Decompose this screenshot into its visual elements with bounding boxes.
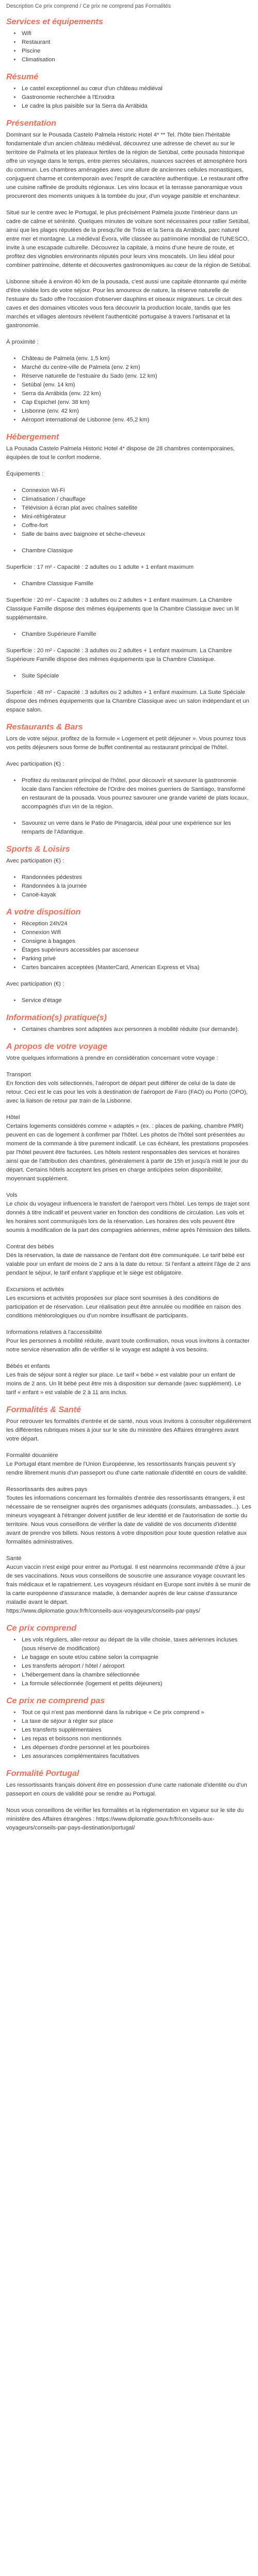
subheading-excursions: Excursions et activités [6,1286,64,1293]
subheading-enfants: Bébés et enfants [6,1363,50,1369]
resume-list [6,84,252,111]
room-title: • Suite Spéciale [21,672,252,681]
subheading-transport: Transport [6,1072,31,1078]
list-item: • Étages supérieurs accessibles par ascenseur [21,946,252,955]
subheading-sante: Santé [6,1555,22,1562]
list-item: • Certaines chambres sont adaptées aux personnes à mobilité réduite (sur demande). [21,1025,252,1034]
voyage-paragraph: Les frais de séjour sont à régler sur place. Le tarif « bébé » est valable pour un enfant de moins de 2 ans. Un lit bébé peut être mis à disposition sur demande (avec supplément). Le tarif « enfant » est valable de 2 à 11 ans inclus. [6,1372,241,1396]
list-item: • Lisbonne (env. 42 km) [21,407,252,416]
diplomatie-link[interactable]: https://www.diplomatie.gouv.fr/fr/conseils-aux-voyageurs/conseils-par-pays/ [6,1608,200,1614]
list-item: • Connexion Wifi [21,928,252,937]
list-item: • Château de Palmela (env. 1,5 km) [21,354,252,363]
room-description: Superficie : 20 m² - Capacité : 3 adultes ou 2 adultes + 1 enfant maximum. La Chambre Classique Famille dispose des mêmes équipements que la Chambre Classique avec un lit supplémentaire. [6,597,239,621]
list-item: • Réception 24h/24 [21,920,252,928]
list-item: • Climatisation [21,56,252,64]
list-item: • Profitez du restaurant principal de l'hôtel, pour découvrir et savourer la gastronomie locale dans l'ancien réfectoire de l'Ordre des moines guerriers de Santiago, transformé en restaurant de la pousada. Vous pourrez savourer une grande variété de plats locaux, accompagnés d'un vin de la région. [21,776,252,811]
room-description: Superficie : 17 m² - Capacité : 2 adultes ou 1 adulte + 1 enfant maximum [6,564,194,570]
list-item: • Piscine [21,47,252,56]
list-item: • Restaurant [21,38,252,47]
informations-list [6,1025,252,1034]
list-item: • Connexion Wi-Fi [21,486,252,495]
room-description: Superficie : 48 m² - Capacité : 3 adultes ou 2 adultes + 1 enfant maximum. La Suite Spéciale dispose des mêmes équipements que la Chambre Classique avec un salon indépendant et un espace salon. [6,689,249,713]
section-title-services: Services et équipements [6,18,103,26]
list-item: • Marché du centre-ville de Palmela (env. 2 km) [21,363,252,372]
list-item: • Le bagage en soute et/ou cabine selon la compagnie [21,1653,252,1662]
restaurants-list [6,776,252,811]
proximity-list [6,354,252,425]
section-title-voyage: A propos de votre voyage [6,1042,107,1051]
list-item: • Les assurances complémentaires facultatives [21,1752,252,1761]
section-title-resume: Résumé [6,73,39,81]
list-item: • Les transferts supplémentaires [21,1726,252,1735]
equipment-label: Équipements : [6,471,44,477]
voyage-paragraph: Dès la réservation, la date de naissance de l'enfant doit être communiquée. Le tarif bébé est valable pour un enfant de moins de 2 ans à la date du retour. Si l'enfant a atteint l'âge de 2 ans pendant le séjour, le tarif enfant s'applique et le siège est obligatoire. [6,1252,251,1276]
list-item: • L'hébergement dans la chambre sélectionnée [21,1671,252,1680]
formalites-paragraph: Pour retrouver les formalités d'entrée et de santé, nous vous invitons à consulter régulièrement les différentes rubriques mises à jour sur le site du ministère des Affaires étrangères avant votre départ. [6,1418,251,1442]
room-title-list [6,547,252,555]
list-item: • Le castel exceptionnel au cœur d'un château médiéval [21,84,252,93]
voyage-paragraph: En fonction des vols sélectionnés, l'aéroport de départ peut différer de celui de la date de retour. Ceci est le cas pour les vols à destination de l'aéroport de Faro (FAO) ou Porto (OPO), avec la liaison de retour par train de la Lisbonne. [6,1080,248,1104]
subheading-vols: Vols [6,1192,18,1198]
room-title-list [6,580,252,588]
list-item: • Randonnées à la journée [21,882,252,891]
list-item: • Setúbal (env. 14 km) [21,381,252,389]
list-item: • Serra da Arrábida (env. 22 km) [21,389,252,398]
restaurants-list [6,819,252,837]
participation-label: Avec participation (€) : [6,981,64,987]
section-title-comprend: Ce prix comprend [6,1624,77,1633]
disposition-list [6,920,252,972]
list-item: • Service d'étage [21,996,252,1005]
subheading-accessibilite: Informations relatives à l'accessibilité [6,1329,102,1335]
list-item: • Mini-réfrigérateur [21,513,252,521]
disposition-paid-list [6,996,252,1005]
portugal-paragraph: Nous vous conseillons de vérifier les formalités et la réglementation en vigueur sur le site du ministère des Affaires étrangères : https://www.diplomatie.gouv.fr/fr/conseils-aux-voyageurs/conseils-par-pays-destination/portugal/ [6,1807,244,1831]
section-title-restaurants: Restaurants & Bars [6,723,83,732]
room-title-list [6,630,252,639]
ne-comprend-pas-list [6,1708,252,1761]
formalites-paragraph: Aucun vaccin n'est exigé pour entrer au Portugal. Il est néanmoins recommandé d'être à jour de ses vaccinations. Nous vous conseillons de souscrire une assurance voyage couvrant les frais médicaux et le rapatriement. Les voyageurs résidant en Europe sont invités à se munir de la carte européenne d'assurance maladie, à demander auprès de leur caisse d'assurance maladie avant le départ. [6,1564,251,1605]
list-item: • Les repas et boissons non mentionnés [21,1735,252,1743]
list-item: • Climatisation / chauffage [21,495,252,504]
section-title-formalite-portugal: Formalité Portugal [6,1769,79,1778]
hebergement-paragraph: La Pousada Castelo Palmela Historic Hotel 4* dispose de 28 chambres contemporaines, équipées de tout le confort moderne. [6,446,235,461]
voyage-paragraph: Les excursions et activités proposées sur place sont soumises à des conditions de participation et de réservation. Leur réalisation peut être annulée ou modifiée en raison des conditions météorologiques ou d'un nombre insuffisant de participants. [6,1295,241,1319]
participation-label: Avec participation (€) : [6,858,64,864]
list-item: • Aéroport international de Lisbonne (env. 45,2 km) [21,416,252,425]
subheading-autres-pays: Ressortissants des autres pays [6,1486,87,1493]
list-item: • La taxe de séjour à régler sur place [21,1717,252,1726]
voyage-paragraph: Votre quelques informations à prendre en considération concernant votre voyage : [6,1055,218,1061]
section-title-sports: Sports & Loisirs [6,845,70,854]
formalites-paragraph: Le Portugal étant membre de l'Union Européenne, les ressortissants français peuvent s'y rendre librement munis d'un passeport ou d'une carte nationale d'identité en cours de validité. [6,1461,248,1476]
comprend-list [6,1636,252,1688]
sports-list [6,873,252,900]
list-item: • La formule sélectionnée (logement et petits déjeuners) [21,1680,252,1688]
list-item: • Salle de bains avec baignoire et sèche-cheveux [21,530,252,539]
list-item: • Randonnées pédestres [21,873,252,882]
subheading-douane: Formalité douanière [6,1452,58,1459]
list-item: • Cap Espichel (env. 38 km) [21,398,252,407]
list-item: • Télévision à écran plat avec chaînes satellite [21,504,252,513]
participation-label: Avec participation (€) : [6,761,64,767]
room-description: Superficie : 20 m² - Capacité : 3 adultes ou 2 adultes + 1 enfant maximum. La Chambre Supérieure Famille dispose des mêmes équipements que la Chambre Classique. [6,648,232,663]
presentation-paragraph: Lisbonne située à environ 40 km de la pousada, c'est aussi une capitale étonnante qui mérite d'être visitée lors de votre séjour. Pour les amoureux de nature, la réserve naturelle de l'estuaire du Sado offre l'occasion d'observer dauphins et oiseaux migrateurs. Le circuit des caves et des domaines viticoles vous fera découvrir la production locale, tandis que les marchés et villages alentours révèlent l'authenticité portugaise à travers l'artisanat et la gastronomie. [6,279,247,329]
services-list [6,29,252,64]
section-title-informations: Information(s) pratique(s) [6,1013,107,1022]
portugal-paragraph: Les ressortissants français doivent être en possession d'une carte nationale d'identité ou d'un passeport en cours de validité pour se rendre au Portugal. [6,1782,247,1797]
room-title: • Chambre Classique [21,547,252,555]
formalites-paragraph: Toutes les informations concernant les formalités d'entrée des ressortissants étrangers, il est nécessaire de se renseigner auprès des organismes adéquats (consulats, ambassades...). Les mineurs voyageant à l'étranger doivent justifier de leur identité et de l'autorisation de sortie du territoire. Nous vous conseillons de vérifier la date de validité de vos documents d'identité avant de prendre vos billets. Nous restons à votre disposition pour toute question relative aux formalités administratives. [6,1495,251,1545]
list-item: • Consigne à bagages [21,937,252,946]
list-item: • Les transferts aéroport / hôtel / aéroport [21,1662,252,1671]
tab-summary: Description Ce prix comprend / Ce prix ne comprend pas Formalités [6,3,171,9]
voyage-paragraph: Pour les personnes à mobilité réduite, avant toute confirmation, nous vous invitons à contacter notre service réservation afin de vérifier si le voyage est adapté à vos besoins. [6,1338,250,1353]
section-title-hebergement: Hébergement [6,433,59,442]
section-title-disposition: A votre disposition [6,908,81,917]
list-item: • Tout ce qui n'est pas mentionné dans la rubrique « Ce prix comprend » [21,1708,252,1717]
list-item: • Cartes bancaires acceptées (MasterCard, American Express et Visa) [21,963,252,972]
list-item: • Canoë-kayak [21,891,252,900]
section-title-formalites: Formalités & Santé [6,1405,81,1414]
section-title-ne-comprend-pas: Ce prix ne comprend pas [6,1697,105,1705]
equipment-list [6,486,252,539]
list-item: • Savourez un verre dans le Patio de Pinagarcia, idéal pour une expérience sur les remparts de l'Atlantique. [21,819,252,837]
list-item: • Wifi [21,29,252,38]
voyage-paragraph: Le choix du voyageur influencera le transfert de l'aéroport vers l'hôtel. Les temps de trajet sont donnés à titre indicatif et peuvent varier en fonction des conditions de circulation. Les vols et les horaires sont communiqués lors de la réservation. Les horaires des vols peuvent être soumis à modification de la part des compagnies aériennes, même après l'émission des billets. [6,1201,251,1233]
room-title-list [6,672,252,681]
list-item: • Gastronomie recherchée à l'Enxidra [21,93,252,102]
list-item: • Réserve naturelle de l'estuaire du Sado (env. 12 km) [21,372,252,381]
subheading-contrat: Contrat des bébés [6,1244,54,1250]
subheading-hotel: Hôtel [6,1114,20,1121]
list-item: • Coffre-fort [21,521,252,530]
presentation-paragraph: Dominant sur le Pousada Castelo Palmela Historic Hotel 4* ** Tel. l'hôte bien l'héritable fondamentale d'un ancien château médiéval, découvrez une adresse de chevet au sur le territoire de Palmela et les plateaux fertiles de la région de Setúbal, cette pousada historique offre un voyage dans le temps, entre pierres séculaires, nuances sacrées et atmosphère hors du commun. Les chambres aménagées avec une allure de anciennes cellules monastiques, conjuguent charme et contemporain avec l'esprit de caractère authentique. Le restaurant offre une cuisine raffinée de produits régionaux. Les vins locaux et la terrasse panoramique vous procureront des moments uniques à la tombée du jour, d'un voyage paisible et enchanteur. [6,132,249,199]
presentation-paragraph: Situé sur le centre avec le Portugal, le plus précisément Palmela jouxte l'intérieur dans un cadre de calme et sérénité. Quelques minutes de voiture sont nécessaires pour rallier Setúbal, ainsi que les plages réputées de la presqu'île de Tróia et la Serra da Arrábida, parc naturel entre mer et montagne. La médiéval Évora, ville classée au patrimoine mondial de l'UNESCO, invite à une escapade culturelle. Découvrez la capitale, à moins d'une heure de route, et profitez des vignobles environnants réputés pour leurs vins moscatels. Un lieu idéal pour combiner patrimoine, détente et découvertes gastronomiques au cœur de la région de Setúbal. [6,210,251,268]
list-item: • Le cadre la plus paisible sur la Serra da Arrábida [21,102,252,111]
list-item: • Parking privé [21,955,252,963]
room-title: • Chambre Classique Famille [21,580,252,588]
proximity-label: À proximité : [6,339,39,345]
section-title-presentation: Présentation [6,119,56,128]
voyage-paragraph: Certains logements considérés comme « adaptés » (ex. : places de parking, chambre PMR) peuvent en cas de logement à confirmer par l'hôtel. Les photos de l'hôtel sont présentées au moment de la commande à titre purement indicatif. Le cas échéant, les prestations proposées par l'hôtel peuvent être facturées. Les hôtels restent responsables des services et horaires ainsi que de l'attribution des chambres, généralement à partir de 15h et jusqu'à midi le jour du départ. Certains hôtels acceptent les prises en charge anticipées selon disponibilité, moyennant supplément. [6,1123,249,1182]
room-title: • Chambre Supérieure Famille [21,630,252,639]
restaurants-paragraph: Lors de votre séjour, profitez de la formule « Logement et petit déjeuner ». Vous pourrez tous vos petits déjeuners sous forme de buffet continental au restaurant principal de l'hôtel. [6,736,246,751]
list-item: • Les dépenses d'ordre personnel et les pourboires [21,1743,252,1752]
list-item: • Les vols réguliers, aller-retour au départ de la ville choisie, taxes aériennes incluses (sous réserve de modification) [21,1636,252,1653]
